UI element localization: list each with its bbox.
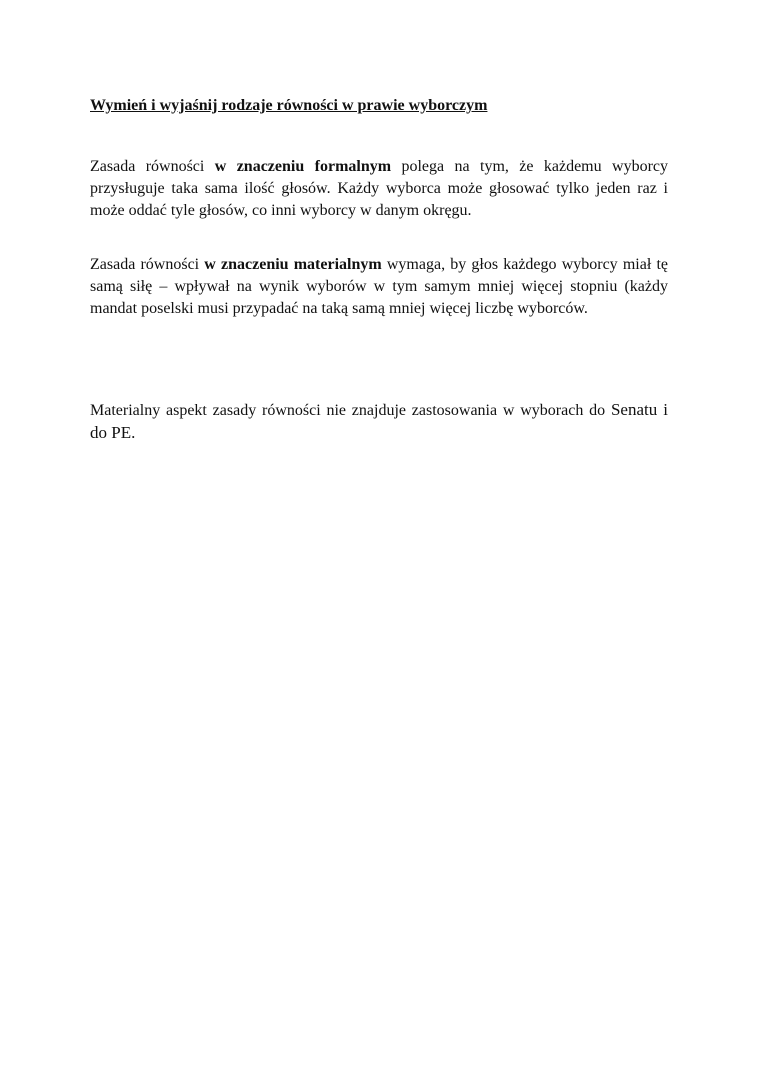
document-heading: Wymień i wyjaśnij rodzaje równości w prawie wyborczym: [90, 97, 488, 114]
paragraph-2-intro: Zasada równości: [90, 256, 205, 273]
paragraph-material-equality: [90, 254, 668, 320]
document-content: [90, 96, 669, 442]
paragraph-1-bold-term: w znaczeniu formalnym: [214, 158, 392, 175]
paragraph-2-bold-term: w znaczeniu materialnym: [204, 256, 382, 273]
paragraph-3-body: Materialny aspekt zasady równości nie znajduje zastosowania w wyborach do: [90, 402, 611, 419]
paragraph-3-tail: Senatu i do PE.: [90, 400, 668, 442]
paragraph-1-intro: Zasada równości: [90, 158, 215, 175]
paragraph-1-body: polega na tym, że każdemu wyborcy przysługuje taka sama ilość głosów. Każdy wyborca może głosować tylko jeden raz i może oddać tyle głosów, co inni wyborcy w danym okręgu.: [90, 158, 669, 219]
paragraph-material-aspect: [90, 399, 668, 445]
paragraph-formal-equality: [90, 156, 668, 222]
paragraph-2-body: wymaga, by głos każdego wyborcy miał tę samą siłę – wpływał na wynik wyborów w tym samym mniej więcej stopniu (każdy mandat poselski musi przypadać na taką samą mniej więcej liczbę wyborców.: [90, 256, 668, 317]
